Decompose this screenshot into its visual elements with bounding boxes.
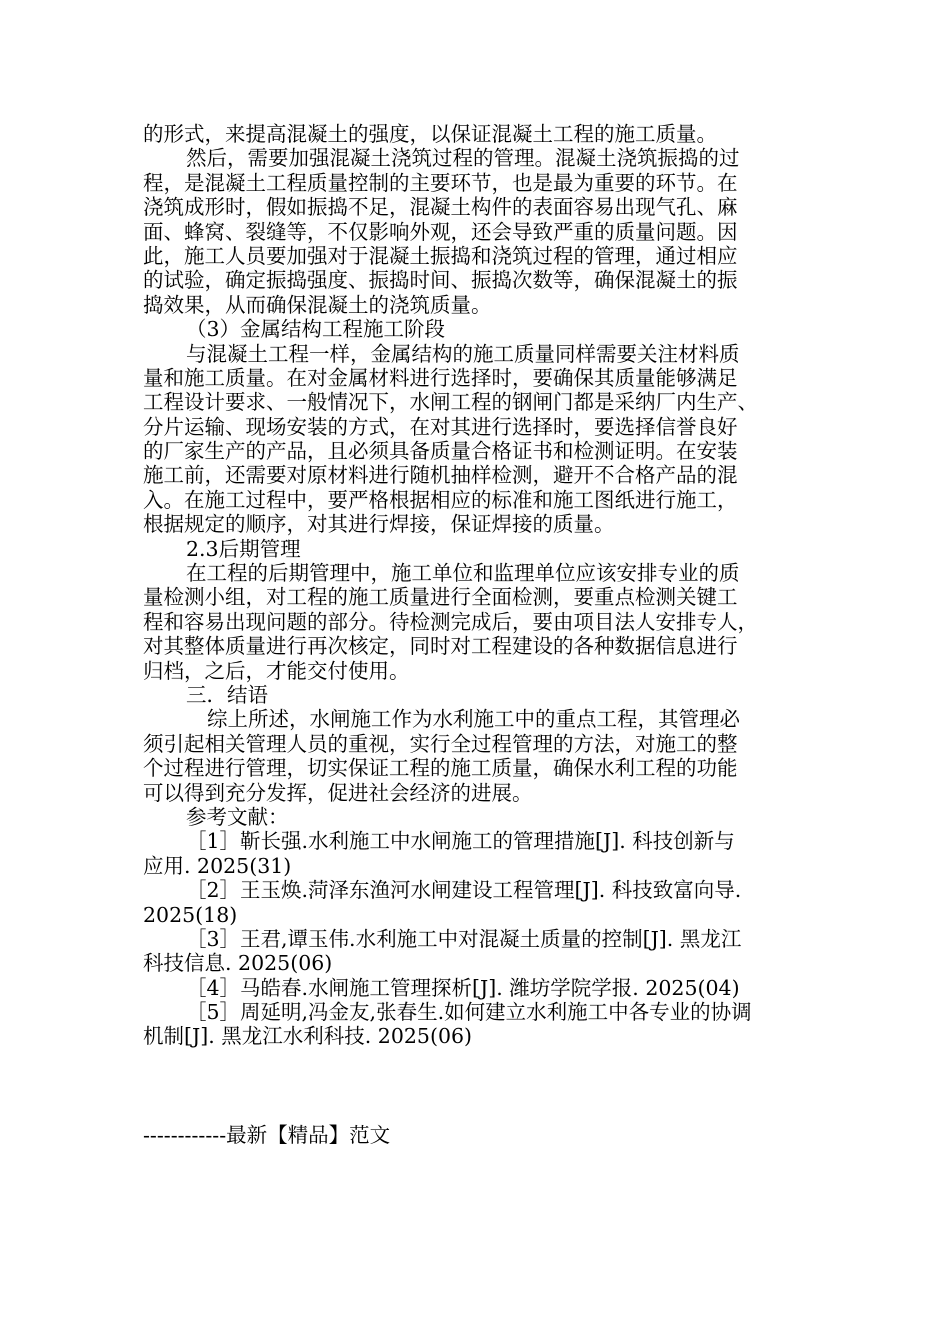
text-line: 机制[J]. 黑龙江水利科技. 2025(06) <box>143 1024 473 1049</box>
text-line: （3）金属结构工程施工阶段 <box>186 317 446 342</box>
text-line: 须引起相关管理人员的重视，实行全过程管理的方法，对施工的整 <box>143 731 738 756</box>
text-line: 根据规定的顺序，对其进行焊接，保证焊接的质量。 <box>143 512 615 537</box>
text-line: 2025(18) <box>143 902 238 927</box>
text-line: 分片运输、现场安装的方式，在对其进行选择时，要选择信誉良好 <box>143 414 738 439</box>
paragraph <box>143 146 809 317</box>
text-line: 2.3后期管理 <box>186 536 301 561</box>
text-line: 科技信息. 2025(06) <box>143 951 333 976</box>
text-line: 与混凝土工程一样，金属结构的施工质量同样需要关注材料质 <box>186 341 740 366</box>
text-line: 量和施工质量。在对金属材料进行选择时，要确保其质量能够满足 <box>143 365 738 390</box>
text-line: 在工程的后期管理中，施工单位和监理单位应该安排专业的质 <box>186 561 740 586</box>
text-line: 综上所述，水闸施工作为水利施工中的重点工程，其管理必 <box>207 707 740 732</box>
paragraph <box>143 927 809 976</box>
text-line: 此，施工人员要加强对于混凝土振捣和浇筑过程的管理，通过相应 <box>143 243 738 268</box>
text-line: 归档，之后，才能交付使用。 <box>143 658 410 683</box>
text-line: ［3］王君,谭玉伟.水利施工中对混凝土质量的控制[J]. 黑龙江 <box>186 926 742 951</box>
text-line: 的试验，确定振捣强度、振捣时间、振捣次数等，确保混凝土的振 <box>143 268 738 293</box>
text-line: 的厂家生产的产品，且必须具备质量合格证书和检测证明。在安装 <box>143 439 738 464</box>
text-line: 浇筑成形时，假如振捣不足，混凝土构件的表面容易出现气孔、麻 <box>143 195 738 220</box>
paragraph <box>143 878 809 927</box>
text-line: 可以得到充分发挥，促进社会经济的进展。 <box>143 780 533 805</box>
paragraph <box>143 829 809 878</box>
text-line: ［4］马皓春.水闸施工管理探析[J]. 潍坊学院学报. 2025(04) <box>186 975 740 1000</box>
paragraph <box>143 1000 809 1049</box>
text-line: ［1］靳长强.水利施工中水闸施工的管理措施[J]. 科技创新与 <box>186 829 735 854</box>
footer-text: ------------最新【精品】范文 <box>143 1123 391 1147</box>
paragraph <box>143 317 809 341</box>
text-line: 施工前，还需要对原材料进行随机抽样检测，避开不合格产品的混 <box>143 463 738 488</box>
text-line: 应用. 2025(31) <box>143 853 292 878</box>
paragraph <box>143 342 809 537</box>
paragraph <box>143 805 809 829</box>
text-line: 三．结语 <box>186 682 268 707</box>
text-line: 然后，需要加强混凝土浇筑过程的管理。混凝土浇筑振捣的过 <box>186 146 740 171</box>
text-line: 程和容易出现问题的部分。待检测完成后，要由项目法人安排专人， <box>143 609 758 634</box>
paragraph <box>143 976 809 1000</box>
paragraph <box>143 561 809 683</box>
text-line: 入。在施工过程中，要严格根据相应的标准和施工图纸进行施工， <box>143 487 738 512</box>
text-line: 的形式，来提高混凝土的强度，以保证混凝土工程的施工质量。 <box>143 122 717 146</box>
text-line: 程，是混凝土工程质量控制的主要环节，也是最为重要的环节。在 <box>143 170 738 195</box>
text-line: 面、蜂窝、裂缝等，不仅影响外观，还会导致严重的质量问题。因 <box>143 219 738 244</box>
text-line: 工程设计要求、一般情况下，水闸工程的钢闸门都是采纳厂内生产、 <box>143 390 758 415</box>
paragraph <box>143 707 809 805</box>
paragraph <box>143 537 809 561</box>
text-line: 捣效果，从而确保混凝土的浇筑质量。 <box>143 292 492 317</box>
text-line: ［2］王玉焕.菏泽东渔河水闸建设工程管理[J]. 科技致富向导. <box>186 878 742 903</box>
paragraph <box>143 122 809 146</box>
paragraph <box>143 683 809 707</box>
text-line: 对其整体质量进行再次核定，同时对工程建设的各种数据信息进行 <box>143 634 738 659</box>
text-line: 个过程进行管理，切实保证工程的施工质量，确保水利工程的功能 <box>143 756 738 781</box>
document-body <box>143 122 809 1049</box>
text-line: ［5］周延明,冯金友,张春生.如何建立水利施工中各专业的协调 <box>186 1000 752 1025</box>
text-line: 量检测小组，对工程的施工质量进行全面检测，要重点检测关键工 <box>143 585 738 610</box>
text-line: 参考文献： <box>186 804 289 829</box>
